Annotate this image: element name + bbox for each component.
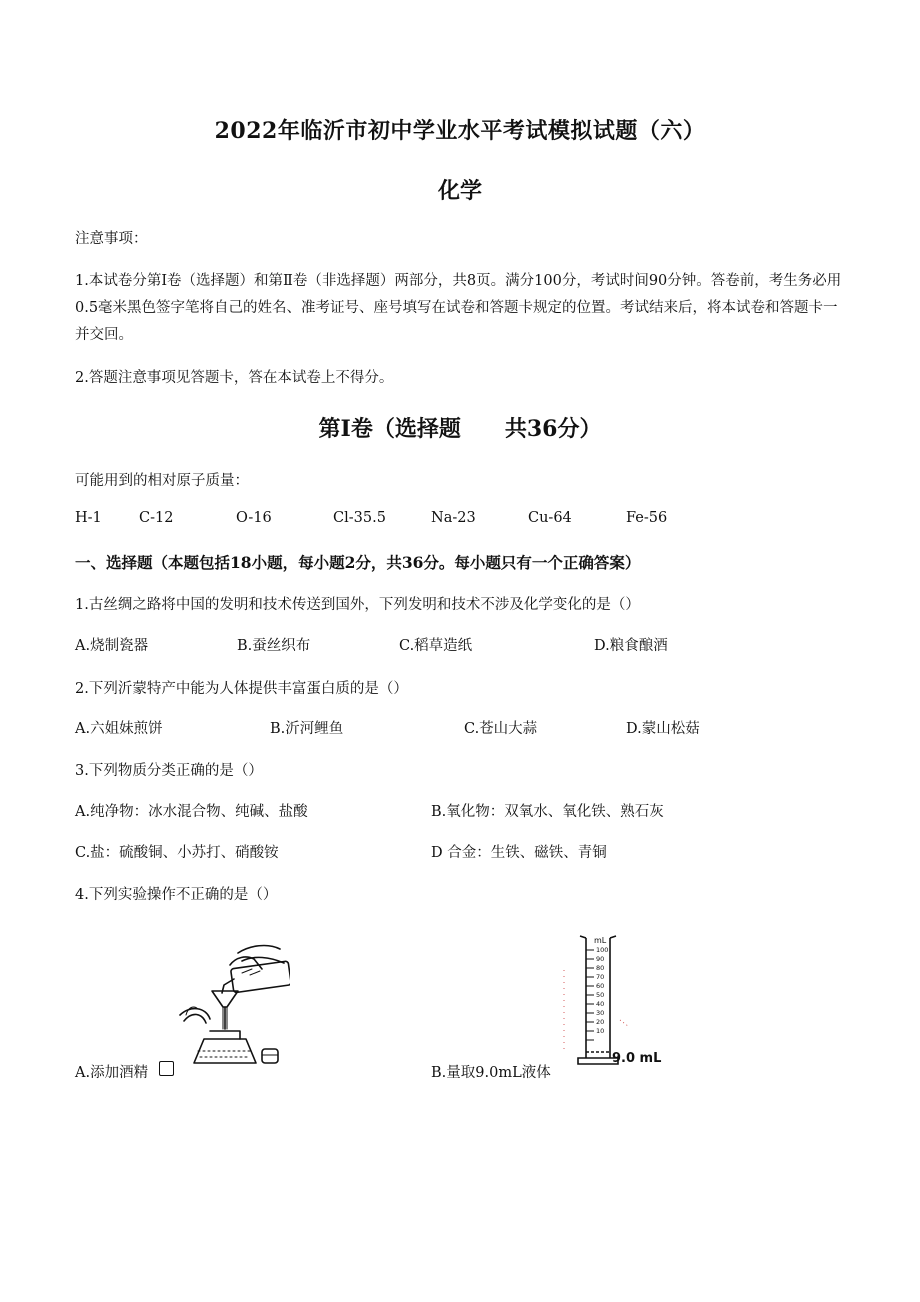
tick-label: 60 <box>596 982 605 990</box>
atomic-mass-cl: Cl-35.5 <box>333 510 386 526</box>
part-heading: 一、选择题（本题包括18小题，每小题2分，共36分。每小题只有一个正确答案） <box>75 553 641 572</box>
tick-label: 70 <box>596 973 605 981</box>
tick-label: 100 <box>596 946 609 954</box>
atomic-mass-c: C-12 <box>139 510 174 526</box>
q1-option-d[interactable]: D.粮食酿酒 <box>594 638 668 654</box>
cylinder-unit: mL <box>594 936 607 945</box>
q3-option-a[interactable]: A.纯净物：冰水混合物、纯碱、盐酸 <box>75 804 308 820</box>
tick-label: 10 <box>596 1027 605 1035</box>
q3-stem: 3.下列物质分类正确的是（） <box>75 763 263 779</box>
notice-item-2: 2.答题注意事项见答题卡，答在本试卷上不得分。 <box>75 370 394 386</box>
atomic-mass-na: Na-23 <box>431 510 476 526</box>
exam-title: 2022年临沂市初中学业水平考试模拟试题（六） <box>214 118 706 144</box>
q4-option-a[interactable]: A.添加酒精 <box>75 1065 149 1081</box>
atomic-mass-fe: Fe-56 <box>626 510 668 526</box>
q2-stem: 2.下列沂蒙特产中能为人体提供丰富蛋白质的是（） <box>75 681 408 697</box>
q1-option-b[interactable]: B.蚕丝织布 <box>237 638 311 654</box>
q3-option-c[interactable]: C.盐：硫酸铜、小苏打、硝酸铵 <box>75 845 279 861</box>
q1-stem: 1.古丝绸之路将中国的发明和技术传送到国外，下列发明和技术不涉及化学变化的是（） <box>75 597 640 613</box>
notice-heading: 注意事项： <box>75 231 148 247</box>
alcohol-lamp-figure <box>150 935 290 1075</box>
cylinder-ticks <box>596 946 610 1036</box>
tick-label: 30 <box>596 1009 605 1017</box>
q2-option-b[interactable]: B.沂河鲤鱼 <box>270 721 344 737</box>
q2-option-d[interactable]: D.蒙山松菇 <box>626 721 700 737</box>
atomic-mass-cu: Cu-64 <box>528 510 572 526</box>
atomic-mass-o: O-16 <box>236 510 272 526</box>
tick-label: 40 <box>596 1000 605 1008</box>
section-title: 第I卷（选择题 共36分） <box>318 416 602 442</box>
q4-stem: 4.下列实验操作不正确的是（） <box>75 887 278 903</box>
tick-label: 20 <box>596 1018 605 1026</box>
atomic-mass-label: 可能用到的相对原子质量： <box>75 473 249 489</box>
notice-item-1: 1.本试卷分第I卷（选择题）和第Ⅱ卷（非选择题）两部分，共8页。满分100分，考试时间90分钟。答卷前，考生务必用0.5毫米黑色签字笔将自己的姓名、准考证号、座号填写在试卷和答题卡规定的位置。考试结来后，将本试卷和答题卡一并交回。 <box>75 273 842 343</box>
atomic-mass-h: H-1 <box>75 510 102 526</box>
q2-option-a[interactable]: A.六姐妹煎饼 <box>75 721 163 737</box>
q3-option-d[interactable]: D 合金：生铁、磁铁、青铜 <box>431 845 607 861</box>
tick-label: 50 <box>596 991 605 999</box>
checkbox-icon <box>159 1061 174 1076</box>
tick-label: 80 <box>596 964 605 972</box>
q1-option-c[interactable]: C.稻草造纸 <box>399 638 473 654</box>
subject-title: 化学 <box>437 178 482 204</box>
q1-option-a[interactable]: A.烧制瓷器 <box>75 638 149 654</box>
q3-option-b[interactable]: B.氧化物：双氧水、氧化铁、熟石灰 <box>431 804 664 820</box>
tick-label: 90 <box>596 955 605 963</box>
q4-option-b[interactable]: B.量取9.0mL液体 <box>431 1065 551 1081</box>
q2-option-c[interactable]: C.苍山大蒜 <box>464 721 538 737</box>
cylinder-reading: 9.0 mL <box>612 1051 662 1066</box>
